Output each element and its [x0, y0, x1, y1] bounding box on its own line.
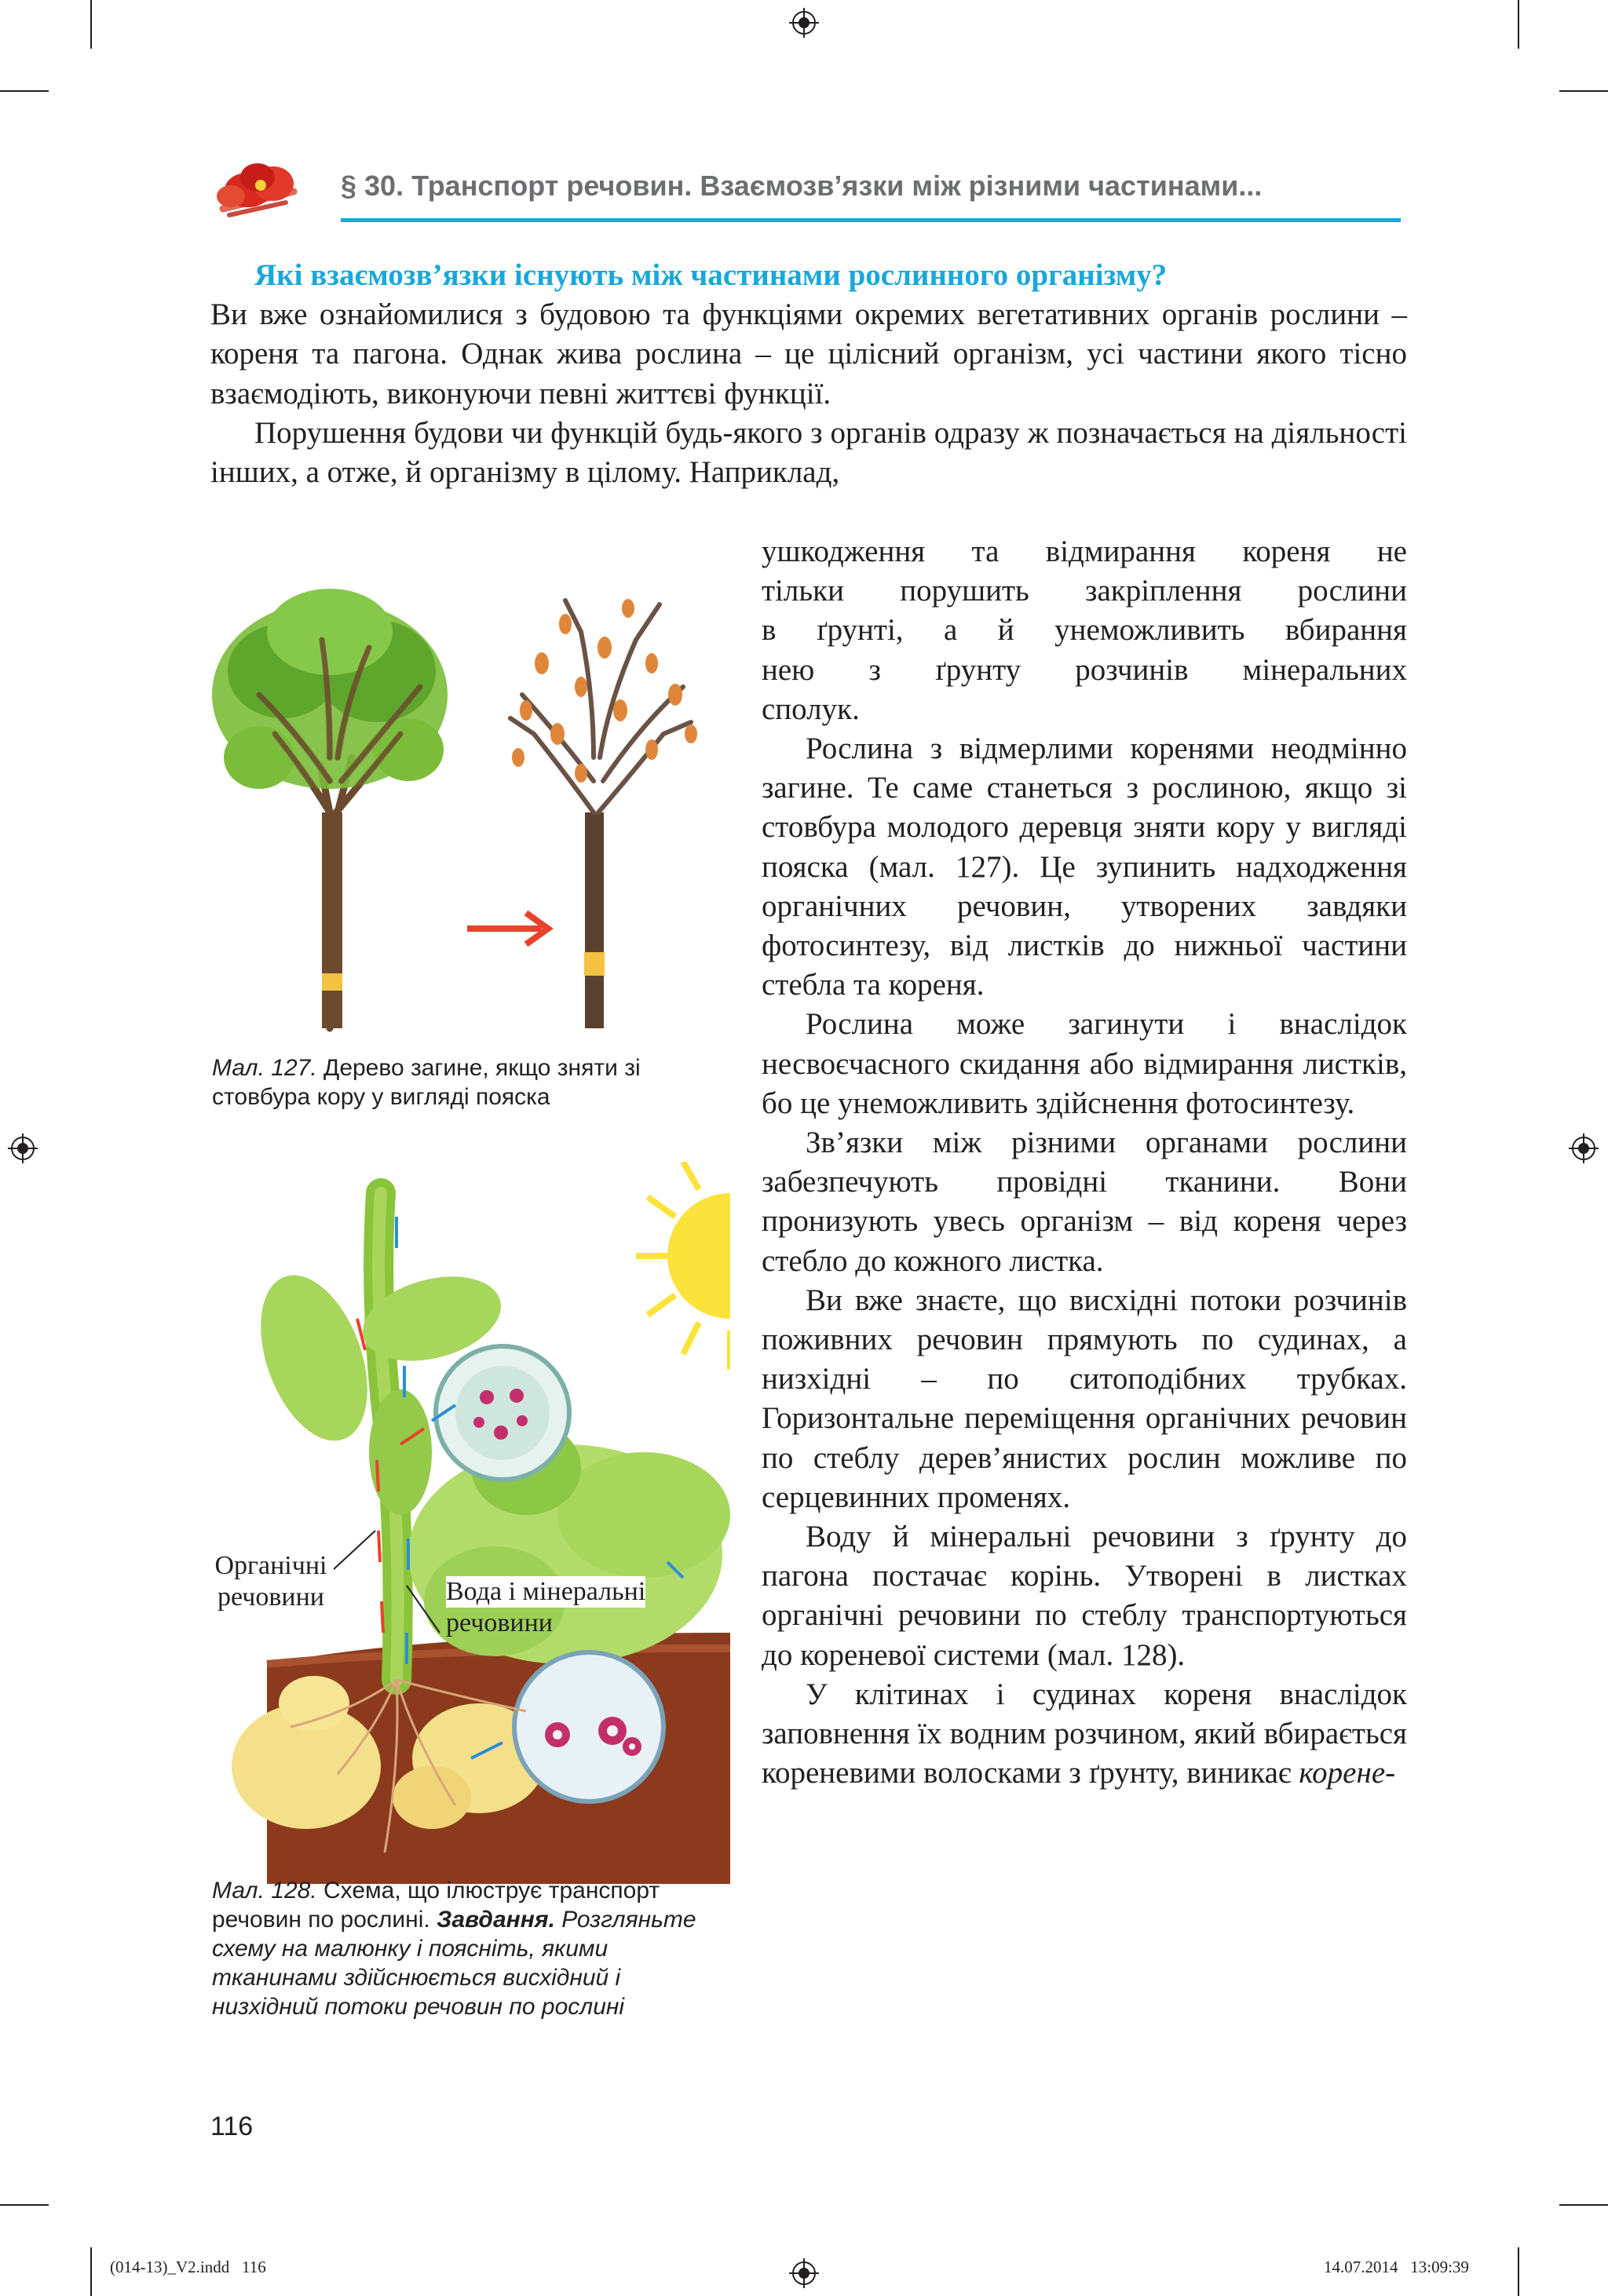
file-slug: (014-13)_V2.indd 116	[110, 2258, 266, 2276]
healthy-tree	[212, 589, 448, 1028]
red-arrow-icon	[467, 913, 548, 944]
emphasis-term: корене-	[1299, 1756, 1396, 1790]
registration-mark-icon	[1569, 1133, 1599, 1163]
page-number: 116	[210, 2112, 254, 2141]
paragraph: Зв’язки між різними органами рослини забезпечують провідні тканини. Вони пронизують увесь організм – від кореня через стебло до кожного листка.	[762, 1126, 1407, 1278]
crop-mark	[0, 90, 49, 92]
text-line: тільки порушить закріплення рослини	[762, 574, 1407, 608]
text-line: сполук.	[762, 692, 860, 726]
crop-mark	[90, 2247, 92, 2296]
text-line: ушкодження та відмирання кореня не	[762, 535, 1407, 568]
timestamp-slug: 14.07.2014 13:09:39	[1324, 2258, 1469, 2276]
sun-icon	[636, 1162, 730, 1370]
figure-127-caption	[212, 1053, 714, 1111]
label-line: Вода і мінеральні	[446, 1577, 646, 1606]
label-organic-substances	[208, 1550, 334, 1613]
task-text: Розгляньте схему на малюнку і поясніть, якими тканинами здійснюється висхідний і низхідний потоки речовин по рослині	[212, 1907, 696, 2020]
flower-icon	[207, 160, 309, 228]
label-water-minerals	[446, 1576, 713, 1639]
figure-128-caption	[212, 1876, 714, 2021]
crop-mark	[0, 2204, 49, 2206]
caption-text: Дерево загине, якщо зняти зі стовбура кору у вигляді пояска	[212, 1055, 641, 1110]
column-text	[762, 532, 1407, 1794]
running-header	[207, 154, 1401, 221]
paragraph	[762, 1675, 1407, 1794]
intro-text	[210, 256, 1407, 492]
caption-ref: Мал. 127.	[212, 1055, 317, 1081]
paragraph: Ви вже знаєте, що висхідні потоки розчинів поживних речовин прямують по судинах, а низхідні – по ситоподібних трубках. Горизонтальне переміщення органічних речовин по стеблу дерев’янистих рослин можливе по серцевинних променях.	[762, 1283, 1407, 1514]
registration-mark-icon	[789, 8, 819, 38]
text-line: в ґрунті, а й унеможливить вбирання	[762, 613, 1407, 648]
text-line: нею з ґрунту розчинів мінеральних	[762, 652, 1407, 687]
crop-mark	[1559, 90, 1608, 92]
crop-mark	[1559, 2204, 1608, 2206]
label-line: речовини	[217, 1582, 324, 1612]
page-header-title: § 30. Транспорт речовин. Взаємозв’язки між різними частинами...	[341, 170, 1263, 202]
caption-ref: Мал. 128.	[212, 1878, 317, 1904]
paragraph: Рослина з відмерлими коренями неодмінно загине. Те саме станеться з рослиною, якщо зі стовбура молодого деревця зняти кору у вигляді пояска (мал. 127). Це зупинить надходження органічних речовин, утворених завдяки фотосинтезу, від листків до нижньої частини стебла та кореня.	[762, 732, 1407, 1002]
figure-127-trees-illustration	[212, 577, 730, 1032]
paragraph-text: У клітинах і судинах кореня внаслідок заповнення їх водним розчином, який вбирається кореневими волосками з ґрунту, виникає	[762, 1677, 1407, 1790]
paragraph: Рослина може загинути і внаслідок несвоєчасного скидання або відмирання листків, бо це унеможливить здійснення фотосинтезу.	[762, 1007, 1407, 1120]
crop-mark	[1518, 2247, 1519, 2296]
registration-mark-icon	[8, 1133, 38, 1163]
crop-mark	[1518, 0, 1519, 49]
caption-text: Схема, що ілюструє транспорт речовин по рослині.	[212, 1878, 660, 1933]
figure-128-plant-illustration	[196, 1162, 730, 1884]
task-label: Завдання.	[437, 1907, 555, 1933]
dying-tree	[510, 599, 697, 1028]
paragraph: Порушення будови чи функцій будь-якого з органів одразу ж позначається на діяльності інших, а отже, й організму в цілому. Наприклад,	[210, 415, 1407, 490]
paragraph: Ви вже ознайомилися з будовою та функціями окремих вегетативних органів рослини – кореня та пагона. Однак жива рослина – це цілісний організм, усі частини якого тісно взаємодіють, виконуючи певні життєві функції.	[210, 297, 1407, 411]
label-line: речовини	[446, 1608, 553, 1637]
paragraph: Воду й мінеральні речовини з ґрунту до пагона постачає корінь. Утворені в листках органічні речовини по стеблу транспортуються до кореневої системи (мал. 128).	[762, 1520, 1407, 1672]
header-rule	[341, 218, 1401, 222]
registration-mark-icon	[789, 2258, 819, 2288]
section-question: Які взаємозв’язки існують між частинами рослинного організму?	[254, 258, 1168, 292]
crop-mark	[90, 0, 92, 49]
label-line: Органічні	[214, 1551, 327, 1580]
